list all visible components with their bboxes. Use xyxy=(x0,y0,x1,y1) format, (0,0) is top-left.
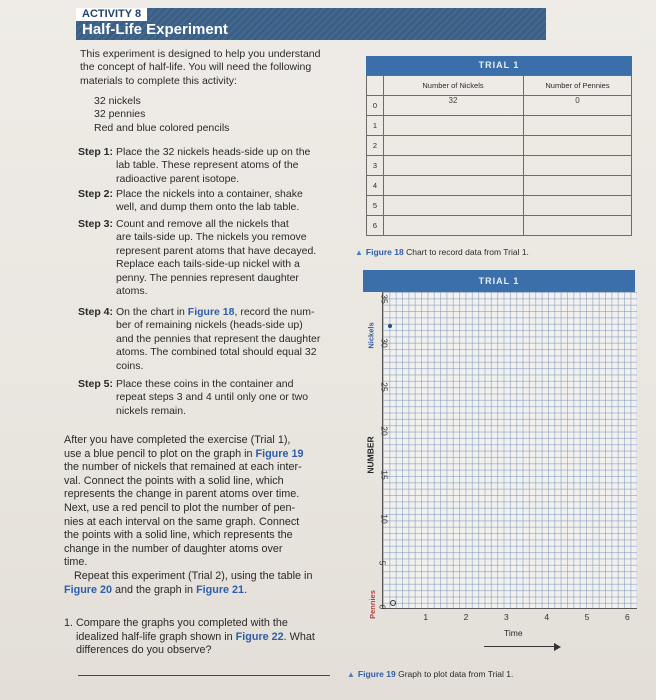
para-line xyxy=(64,584,354,598)
material-item: 32 nickels xyxy=(94,95,141,107)
step-4 xyxy=(78,306,353,372)
step-line: coins. xyxy=(116,359,144,372)
para-line xyxy=(64,448,354,462)
step-line: Place the 32 nickels heads-side up on the xyxy=(116,146,311,158)
nickels-cell[interactable] xyxy=(383,176,524,195)
after-paragraph xyxy=(64,434,354,597)
figure-ref-link: Figure 20 xyxy=(64,583,113,596)
interval-cell: 1 xyxy=(366,116,384,135)
nickels-data-point xyxy=(388,324,392,328)
caption-triangle-icon: ▲ xyxy=(355,248,363,257)
interval-cell: 5 xyxy=(366,196,384,215)
x-axis-label: Time xyxy=(504,628,523,638)
pennies-cell[interactable] xyxy=(524,116,632,135)
y-tick-label: 30 xyxy=(379,338,390,348)
step-line: Replace each tails-side-up nickel with a xyxy=(116,258,300,271)
question-line xyxy=(64,631,354,645)
caption-text: Chart to record data from Trial 1. xyxy=(406,247,529,257)
interval-cell: 0 xyxy=(366,96,384,115)
chart-plot-area[interactable] xyxy=(379,292,637,609)
pennies-cell[interactable] xyxy=(524,136,632,155)
time-arrow xyxy=(484,646,554,647)
step-5 xyxy=(78,378,353,417)
para-line xyxy=(64,570,354,584)
x-tick-label: 3 xyxy=(504,612,509,622)
page-title: Half-Life Experiment xyxy=(82,21,228,38)
interval-cell: 6 xyxy=(366,216,384,235)
table-row xyxy=(366,176,632,196)
pennies-data-point xyxy=(390,600,396,606)
para-line: represents the change in parent atoms over time. xyxy=(64,488,300,501)
para-text: and the graph in xyxy=(112,583,197,596)
nickels-cell[interactable] xyxy=(383,216,524,235)
step-line: repeat steps 3 and 4 until only one or two xyxy=(116,391,309,404)
pennies-axis-label: Pennies xyxy=(367,590,377,619)
x-tick-label: 2 xyxy=(463,612,469,622)
col-nickels-header: Number of Nickels xyxy=(383,76,524,95)
para-line: the number of nickels that remained at each inter- xyxy=(64,461,302,474)
step-2 xyxy=(78,188,353,214)
step-label: Step 2: xyxy=(78,188,114,200)
x-tick-label: 4 xyxy=(544,612,550,622)
caption-label: Figure 18 xyxy=(365,247,404,257)
step-line: atoms. The combined total should equal 32 xyxy=(116,346,317,359)
y-axis-label: NUMBER xyxy=(365,436,376,474)
figure-19-caption xyxy=(347,669,513,679)
nickels-axis-label: Nickels xyxy=(366,322,376,349)
table-title: TRIAL 1 xyxy=(366,56,632,75)
y-tick-label: 10 xyxy=(379,514,390,524)
figure-ref-link: Figure 18 xyxy=(187,306,235,318)
interval-cell: 4 xyxy=(366,176,384,195)
pennies-cell[interactable] xyxy=(524,196,632,215)
x-tick-label: 6 xyxy=(625,612,630,622)
step-3 xyxy=(78,218,353,298)
step-line: nickels remain. xyxy=(116,404,187,417)
caption-text: Graph to plot data from Trial 1. xyxy=(398,669,514,679)
interval-header xyxy=(366,76,384,95)
step-label: Step 5: xyxy=(78,378,114,390)
x-tick-label: 5 xyxy=(584,612,590,622)
step-text: On the chart in xyxy=(116,306,188,318)
pennies-value: 0 xyxy=(575,96,580,105)
table-header-row xyxy=(366,75,632,96)
col-pennies-header: Number of Pennies xyxy=(524,76,632,95)
para-line: Next, use a red pencil to plot the number of pen- xyxy=(64,501,296,514)
y-tick-label: 5 xyxy=(377,560,388,566)
step-1 xyxy=(78,146,353,185)
step-line: lab table. These represent atoms of the xyxy=(116,159,299,172)
table-row xyxy=(366,196,632,216)
para-line: time. xyxy=(64,556,88,569)
step-line: Place these coins in the container and xyxy=(116,378,294,390)
step-line: well, and dump them onto the lab table. xyxy=(116,201,300,214)
nickels-cell[interactable] xyxy=(383,196,524,215)
arrow-right-icon xyxy=(554,643,561,651)
activity-header xyxy=(76,8,546,40)
y-tick-label: 20 xyxy=(379,426,390,436)
question-text: . What xyxy=(283,630,315,643)
table-row xyxy=(366,136,632,156)
step-line: are tails-side up. The nickels you remove xyxy=(116,231,307,244)
figure-ref-link: Figure 19 xyxy=(255,447,304,460)
pennies-cell[interactable] xyxy=(524,156,632,175)
para-text: use a blue pencil to plot on the graph in xyxy=(64,447,256,460)
step-line: Count and remove all the nickels that xyxy=(116,218,289,230)
caption-triangle-icon: ▲ xyxy=(347,670,355,679)
activity-label: ACTIVITY 8 xyxy=(76,8,147,21)
question-text: idealized half-life graph shown in xyxy=(76,630,236,643)
nickels-value: 32 xyxy=(448,96,458,105)
para-text: Repeat this experiment (Trial 2), using the table in xyxy=(74,569,313,582)
chart-title: TRIAL 1 xyxy=(363,270,635,292)
step-line: radioactive parent isotope. xyxy=(116,172,240,185)
table-row xyxy=(366,156,632,176)
para-line: the points with a solid line, which represents the xyxy=(64,529,293,542)
y-tick-label: 25 xyxy=(379,382,390,392)
y-tick-label: 35 xyxy=(379,294,390,304)
step-line xyxy=(116,306,353,319)
intro-line: This experiment is designed to help you understand xyxy=(80,48,321,60)
question-1 xyxy=(64,617,354,658)
nickels-cell[interactable] xyxy=(383,96,524,115)
step-line: represent parent atoms that have decayed. xyxy=(116,244,317,257)
nickels-cell[interactable] xyxy=(383,116,524,135)
para-line: change in the number of daughter atoms over xyxy=(64,542,283,555)
step-line: atoms. xyxy=(116,285,148,298)
para-line: nies at each interval on the same graph. Connect xyxy=(64,515,300,528)
answer-line xyxy=(78,675,330,676)
interval-cell: 3 xyxy=(366,156,384,175)
para-line: After you have completed the exercise (Trial 1), xyxy=(64,434,291,446)
caption-label: Figure 19 xyxy=(357,669,396,679)
pennies-cell[interactable] xyxy=(524,216,632,235)
step-label: Step 1: xyxy=(78,146,114,158)
intro-line: the concept of half-life. You will need the following xyxy=(80,61,312,74)
intro-line: materials to complete this activity: xyxy=(80,74,237,87)
step-line: Place the nickels into a container, shake xyxy=(116,188,303,200)
trial-1-table xyxy=(366,56,632,236)
step-label: Step 4: xyxy=(78,306,114,318)
intro-text xyxy=(80,48,320,88)
y-tick-label: 15 xyxy=(379,470,390,480)
figure-18-caption xyxy=(355,247,529,257)
question-line: 1. Compare the graphs you completed with the xyxy=(64,617,288,629)
step-text: , record the num- xyxy=(234,306,315,318)
y-tick-label: 0 xyxy=(377,604,388,610)
figure-ref-link: Figure 21 xyxy=(196,583,245,596)
table-row xyxy=(366,216,632,236)
para-line: val. Connect the points with a solid line, which xyxy=(64,474,284,487)
nickels-cell[interactable] xyxy=(383,136,524,155)
table-row xyxy=(366,96,632,116)
step-line: ber of remaining nickels (heads-side up) xyxy=(116,319,303,332)
step-label: Step 3: xyxy=(78,218,114,230)
step-line: penny. The pennies represent daughter xyxy=(116,271,299,284)
table-row xyxy=(366,116,632,136)
figure-ref-link: Figure 22 xyxy=(235,630,284,643)
pennies-cell[interactable] xyxy=(524,96,632,115)
material-item: Red and blue colored pencils xyxy=(94,121,230,134)
materials-list xyxy=(94,95,229,135)
nickels-cell[interactable] xyxy=(383,156,524,175)
step-line: and the pennies that represent the daughter xyxy=(116,332,321,345)
x-tick-label: 1 xyxy=(423,612,429,622)
pennies-cell[interactable] xyxy=(524,176,632,195)
material-item: 32 pennies xyxy=(94,108,146,121)
para-text: . xyxy=(244,583,248,596)
question-line: differences do you observe? xyxy=(76,644,212,657)
interval-cell: 2 xyxy=(366,136,384,155)
